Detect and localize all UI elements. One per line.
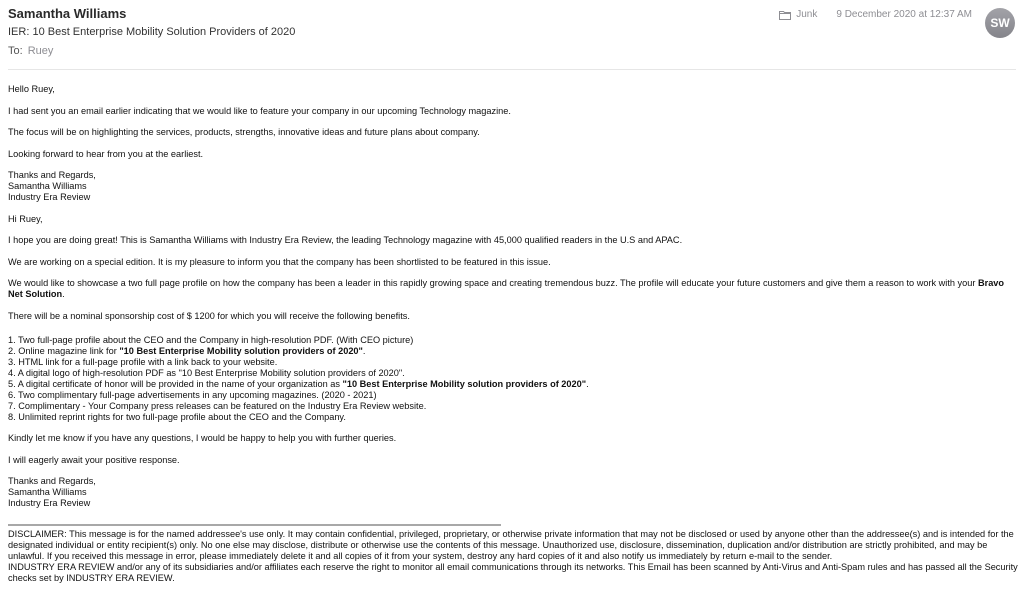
message-header [0,0,1024,72]
recipient-name[interactable]: Ruey [27,45,54,57]
signature-line: Thanks and Regards, [8,170,96,180]
signature-line: Industry Era Review [8,498,91,508]
signature-line: Samantha Williams [8,181,87,191]
greeting: Hello Ruey, [8,84,55,94]
disclaimer-text: DISCLAIMER: This message is for the named addressee's use only. It may contain confidential, privileged, proprietary, or otherwise private information that may not be disclosed or used by anyone other than the addressee(s) and is intended for the designated individual or entity recipient(s) only. No one else may disclose, distribute or otherwise use the contents of this message. Unauthorized use, disclosure, dissemination, duplication and/or distribution are strictly prohibited, and may be unlawful. If you received this message in error, please immediately delete it and all copies of it from your system, destroy any hard copies of it and also notify us immediately by return e-mail to the sender. [8,529,1014,561]
paragraph: Looking forward to hear from you at the earliest. [8,148,204,159]
paragraph [8,278,1018,300]
disclaimer-text: INDUSTRY ERA REVIEW and/or any of its subsidiaries and/or affiliates each reserve the right to monitor all email communications through its networks. This Email has been scanned by Anti-Virus and Anti-Spam rules and has passed all the Security checks set by INDUSTRY ERA REVIEW. [8,562,1018,583]
list-item [8,379,1018,390]
message-body [8,84,1018,520]
text: . [586,378,589,389]
greeting: Hi Ruey, [8,213,43,224]
text: . [62,289,65,299]
list-item [8,346,1018,357]
paragraph: There will be a nominal sponsorship cost of $ 1200 for which you will receive the following benefits. [8,310,410,321]
company-name: Bravo Net Solution [8,278,1005,299]
avatar[interactable]: SW [985,8,1015,38]
list-item: 3. HTML link for a full-page profile with a link back to your website. [8,356,278,367]
recipient-row [8,45,53,57]
list-item: 8. Unlimited reprint rights for two full-page profile about the CEO and the Company. [8,411,346,422]
bold-text: "10 Best Enterprise Mobility solution providers of 2020" [119,345,363,356]
list-item: 7. Complimentary - Your Company press releases can be featured on the Industry Era Review website. [8,400,427,411]
list-item: 4. A digital logo of high-resolution PDF as "10 Best Enterprise Mobility solution providers of 2020". [8,367,405,378]
text: 2. Online magazine link for [8,345,120,356]
to-label: To: [8,45,23,57]
text: We would like to showcase a two full page profile on how the company has been a leader in this rapidly growing space and creating tremendous buzz. The profile will educate your future customers and give them a reason to work with your [8,278,978,288]
sender-name[interactable]: Samantha Williams [8,6,127,21]
bold-text: "10 Best Enterprise Mobility solution providers of 2020" [342,378,587,389]
text: 5. A digital certificate of honor will be provided in the name of your organization as [8,378,343,389]
signature [8,170,1018,203]
mailbox-folder[interactable] [779,9,817,20]
signature [8,476,1018,509]
signature-line: Industry Era Review [8,192,91,202]
message-meta [779,9,972,20]
paragraph: I had sent you an email earlier indicating that we would like to feature your company in our upcoming Technology magazine. [8,105,511,116]
paragraph: The focus will be on highlighting the services, products, strengths, innovative ideas and future plans about company. [8,127,480,137]
text: . [362,345,366,356]
paragraph: We are working on a special edition. It is my pleasure to inform you that the company has been shortlisted to be featured in this issue. [8,256,551,267]
message-date: 9 December 2020 at 12:37 AM [836,9,972,20]
signature-divider [8,524,501,526]
folder-label: Junk [796,9,818,20]
list-item: 1. Two full-page profile about the CEO and the Company in high-resolution PDF. (With CEO picture) [8,334,414,345]
header-divider [8,69,1016,70]
signature-line: Thanks and Regards, [8,476,96,486]
disclaimer [8,529,1018,584]
paragraph: I hope you are doing great! This is Samantha Williams with Industry Era Review, the leading Technology magazine with 45,000 qualified readers in the U.S and APAC. [8,235,683,245]
benefits-list [8,335,1018,423]
paragraph: Kindly let me know if you have any questions, I would be happy to help you with further queries. [8,433,397,443]
paragraph: I will eagerly await your positive response. [8,454,180,465]
folder-icon [779,10,791,20]
list-item: 6. Two complimentary full-page advertisements in any upcoming magazines. (2020 - 2021) [8,389,377,400]
subject-line: IER: 10 Best Enterprise Mobility Solution Providers of 2020 [8,26,296,38]
signature-line: Samantha Williams [8,487,87,497]
